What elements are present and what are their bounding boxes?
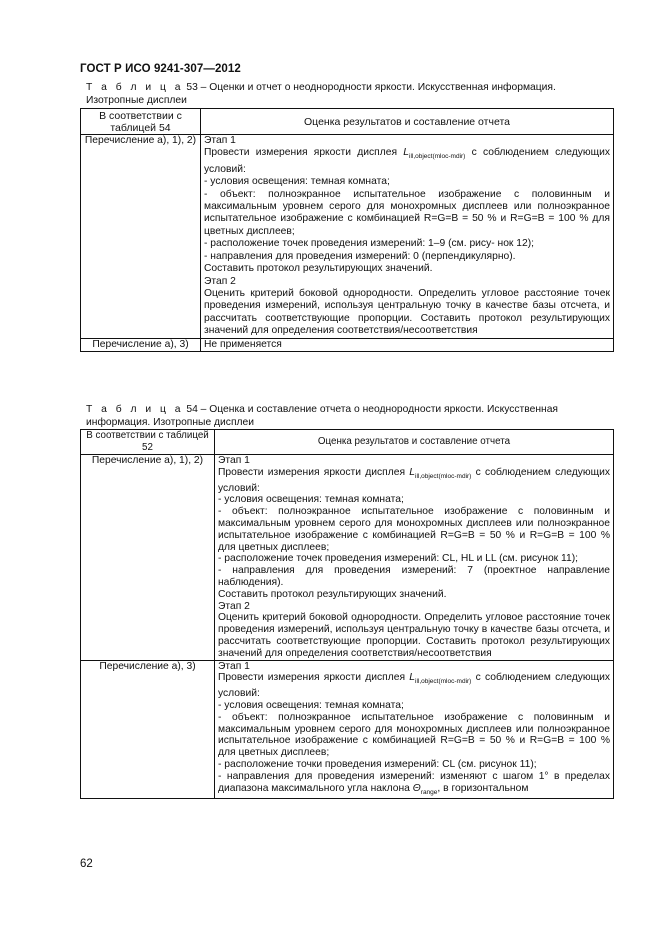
table-54-caption — [86, 404, 606, 429]
text-line: с соблюдением следующих условий: — [218, 466, 610, 494]
stage-label: Этап 2 — [218, 600, 250, 612]
column-header-evaluation: Оценка результатов и составление отчета — [201, 109, 614, 135]
table-header-row — [81, 430, 614, 455]
evaluation-cell — [201, 135, 614, 339]
text-line: - объект: полноэкранное испытательное изображение с половинным и максимальным уровнем серого для монохромных дисплеев или полноэкранное испытательное изображение с комбинацией R=G=B = 50 % и R=G=B = 100 % для цветных дисплеев; — [218, 711, 610, 759]
text-line: - условия освещения: темная комната; — [218, 494, 404, 506]
table-row — [81, 455, 614, 661]
evaluation-cell — [215, 660, 614, 799]
text-line: - направления для проведения измерений: 7 (проектное направление наблюдения). — [218, 565, 610, 589]
table-header-row — [81, 109, 614, 135]
caption-prefix: Т а б л и ц а — [86, 404, 184, 415]
text-line: Оценить критерий боковой однородности. Определить угловое расстояние точек проведения измерений, используя центральную точку в качестве базы отсчета, и рассчитать соответствующие пропорции. Составить протокол результирующих значений для определения соответствия/несоответствия — [204, 287, 610, 337]
caption-prefix: Т а б л и ц а — [86, 82, 184, 93]
luminance-symbol: L — [403, 147, 409, 159]
text-line: , в горизонтальном — [437, 782, 529, 794]
text-line: Провести измерения яркости дисплея — [218, 672, 406, 684]
luminance-symbol: L — [409, 466, 415, 478]
reference-cell: Перечисление а), 1), 2) — [81, 135, 201, 339]
text-line: Оценить критерий боковой однородности. Определить угловое расстояние точек проведения измерений, используя центральную точку в качестве базы отсчета, и рассчитать соответствующие пропорции. Составить протокол результирующих значений для определения соответствия/несоответствия — [218, 612, 610, 659]
text-line: - объект: полноэкранное испытательное изображение с половинным и максимальным уровнем серого для монохромных дисплеев или полноэкранное испытательное изображение с комбинацией R=G=B = 50 % и R=G=B = 100 % для цветных дисплеев; — [218, 506, 610, 553]
column-header-evaluation: Оценка результатов и составление отчета — [215, 430, 614, 455]
text-line: - расположение точек проведения измерений: 1–9 (см. рису- нок 12); — [204, 238, 535, 250]
document-code: ГОСТ Р ИСО 9241-307—2012 — [80, 63, 241, 75]
theta-subscript: range — [420, 788, 438, 796]
text-line: Составить протокол результирующих значений. — [218, 588, 447, 600]
table-row — [81, 135, 614, 339]
luminance-subscript: ill,object(mloc-mdir) — [409, 153, 466, 161]
text-line: - расположение точки проведения измерений: CL (см. рисунок 11); — [218, 759, 537, 771]
stage-label: Этап 1 — [218, 455, 250, 466]
reference-cell: Перечисление а), 3) — [81, 338, 201, 351]
text-line: - направления для проведения измерений: 0 (перпендикулярно). — [204, 250, 516, 262]
text-line: с соблюдением следующих условий: — [218, 672, 610, 700]
stage-label: Этап 2 — [204, 275, 236, 287]
evaluation-cell — [215, 455, 614, 661]
table-53 — [80, 108, 614, 352]
table-row — [81, 660, 614, 799]
reference-cell: Перечисление а), 3) — [81, 660, 215, 799]
text-line: Провести измерения яркости дисплея — [218, 466, 406, 478]
caption-text: 54 – Оценка и составление отчета о неоднородности яркости. Искусственная информация. Изотропные дисплеи — [86, 404, 559, 428]
stage-label: Этап 1 — [218, 660, 250, 672]
table-row — [81, 338, 614, 351]
text-line: - условия освещения: темная комната; — [218, 700, 404, 712]
text-line: - направления для проведения измерений: изменяют с шагом 1° в пределах диапазона максимального угла наклона — [218, 770, 610, 794]
caption-text: 53 – Оценки и отчет о неоднородности яркости. Искусственная информация. Изотропные дисплеи — [86, 82, 556, 106]
text-line: - расположение точек проведения измерений: CL, HL и LL (см. рисунок 11); — [218, 553, 579, 565]
stage-label: Этап 1 — [204, 135, 236, 146]
evaluation-cell: Не применяется — [201, 338, 614, 351]
table-54 — [80, 429, 614, 799]
reference-cell: Перечисление а), 1), 2) — [81, 455, 215, 661]
luminance-subscript: ill,object(mloc-mdir) — [415, 472, 472, 480]
luminance-subscript: ill,object(mloc-mdir) — [415, 678, 472, 686]
text-line: Составить протокол результирующих значений. — [204, 263, 433, 275]
column-header-reference: В соответствии с таблицей 54 — [81, 109, 201, 135]
theta-symbol: Θ — [412, 782, 421, 794]
luminance-symbol: L — [409, 672, 415, 684]
text-line: с соблюдением следующих условий: — [204, 147, 610, 175]
page-number: 62 — [80, 858, 93, 870]
text-line: - условия освещения: темная комната; — [204, 176, 390, 188]
column-header-reference: В соответствии с таблицей 52 — [81, 430, 215, 455]
text-line: - объект: полноэкранное испытательное изображение с половинным и максимальным уровнем серого для монохромных дисплеев или полноэкранное испытательное изображение с комбинацией R=G=B = 50 % и R=G=B = 100 % для цветных дисплеев; — [204, 188, 610, 237]
text-line: Провести измерения яркости дисплея — [204, 147, 398, 159]
table-53-caption — [86, 82, 606, 107]
